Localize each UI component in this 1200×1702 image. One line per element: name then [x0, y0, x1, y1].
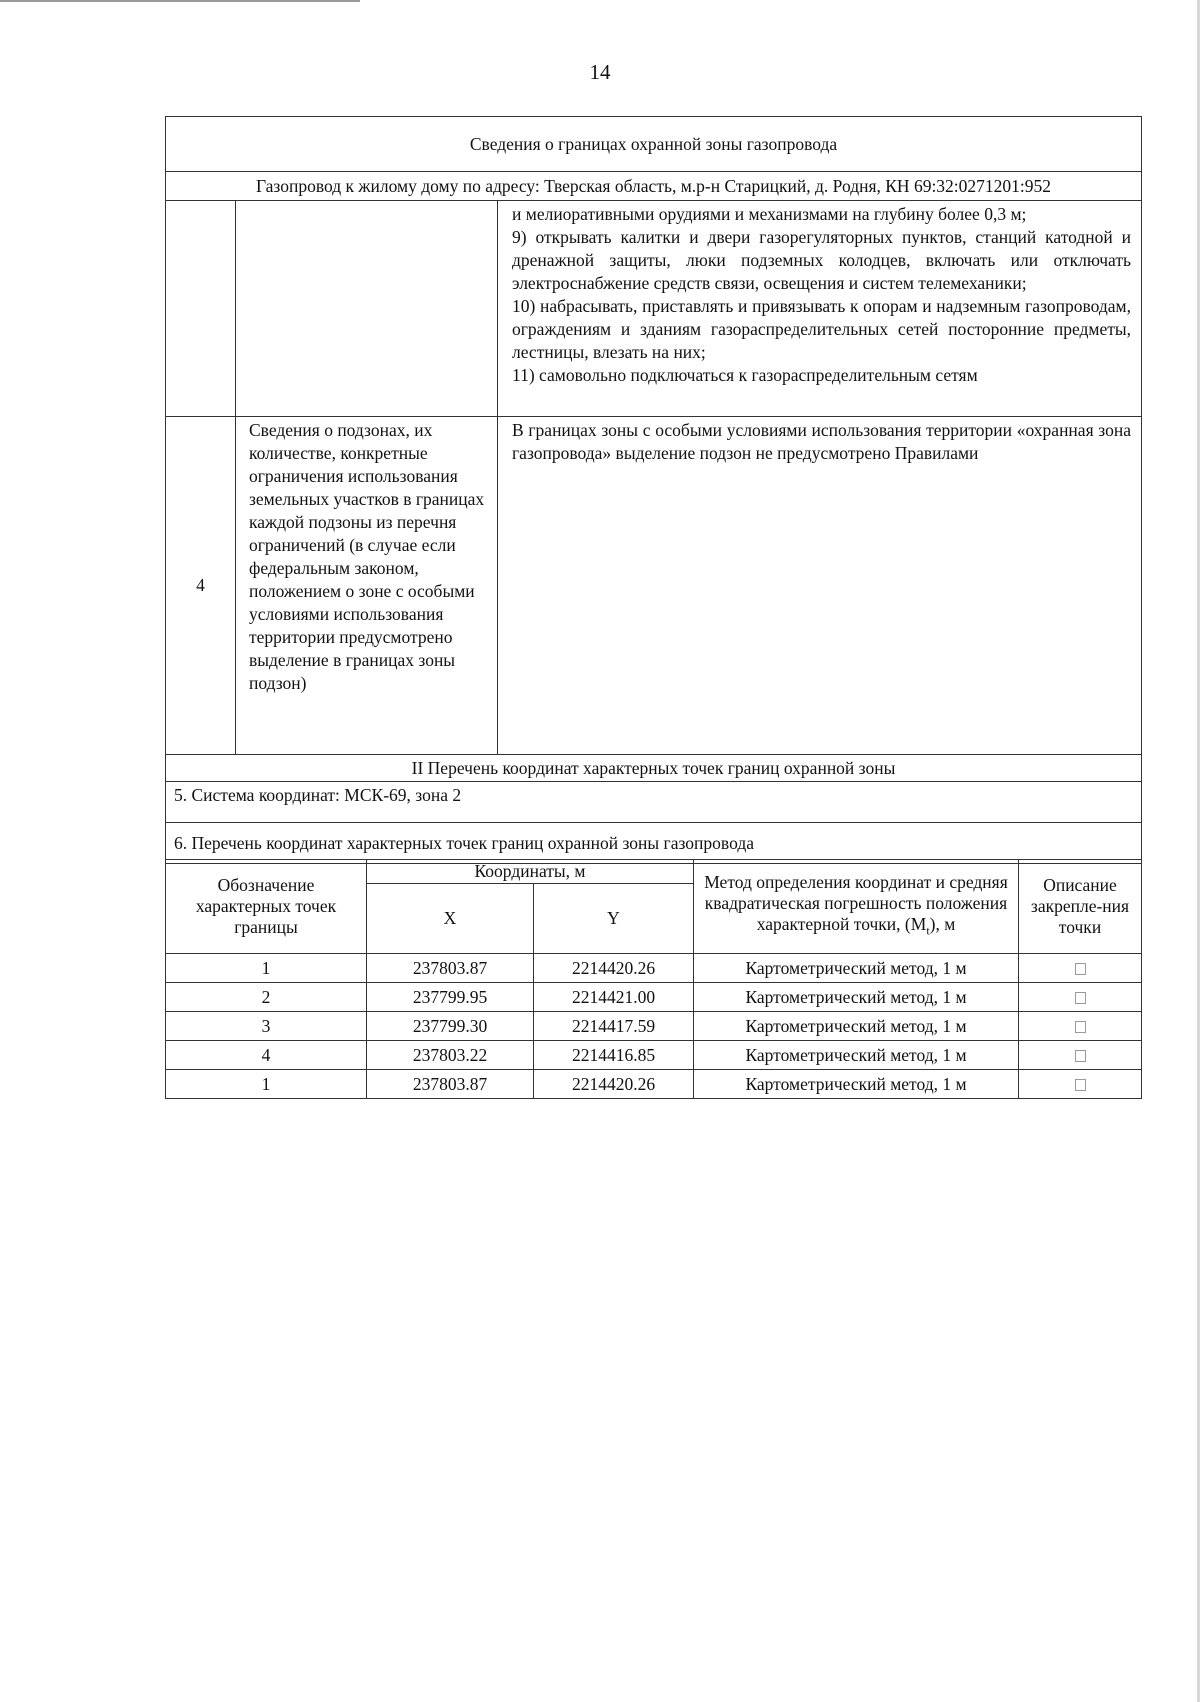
header-method: Метод определения координат и средняя квадратическая погрешность положения характерной точки, $(M_t)$, м: [694, 860, 1019, 954]
empty-box-icon: [1075, 1021, 1086, 1033]
points-list-title: 6. Перечень координат характерных точек границ охранной зоны газопровода: [166, 823, 1142, 864]
header-designation: Обозначение характерных точек границы: [166, 860, 367, 954]
page-number: 14: [589, 60, 611, 84]
object-line: Газопровод к жилому дому по адресу: Тверская область, м.р-н Старицкий, д. Родня, КН 69:32:0271201:952: [166, 172, 1142, 201]
row-number: 4: [166, 417, 236, 755]
description-cell: [1019, 954, 1142, 983]
empty-box-icon: [1075, 992, 1086, 1004]
table-row: [166, 1070, 1142, 1099]
restriction-item: 10) набрасывать, приставлять и привязывать к опорам и надземным газопроводам, ограждениям и зданиям газораспределительных сетей посторонние предметы, лестницы, влезать на них;: [512, 296, 1132, 362]
description-cell: [1019, 1012, 1142, 1041]
table-title: Сведения о границах охранной зоны газопровода: [166, 117, 1142, 172]
scan-edge-top: [0, 0, 360, 2]
table-row: [166, 954, 1142, 983]
header-description: Описание закрепле-ния точки: [1019, 860, 1142, 954]
coord-y: 2214420.26: [534, 954, 694, 983]
description-cell: [1019, 983, 1142, 1012]
coord-y: 2214416.85: [534, 1041, 694, 1070]
point-id: 1: [166, 954, 367, 983]
method: Картометрический метод, 1 м: [694, 954, 1019, 983]
description-cell: [1019, 1041, 1142, 1070]
restriction-item: 11) самовольно подключаться к газораспределительным сетям: [512, 365, 978, 385]
coord-x: 237799.30: [367, 1012, 534, 1041]
restriction-item: и мелиоративными орудиями и механизмами на глубину более 0,3 м;: [512, 204, 1027, 224]
zone-info-table: [165, 116, 1142, 864]
restriction-item: 9) открывать калитки и двери газорегуляторных пунктов, станций катодной и дренажной защиты, люки подземных колодцев, включать или отключать электроснабжение средств связи, освещения и систем телемеханики;: [512, 227, 1132, 293]
coord-x: 237799.95: [367, 983, 534, 1012]
point-id: 3: [166, 1012, 367, 1041]
coord-y: 2214421.00: [534, 983, 694, 1012]
point-id: 1: [166, 1070, 367, 1099]
header-x: X: [367, 884, 534, 954]
description-cell: [1019, 1070, 1142, 1099]
point-id: 2: [166, 983, 367, 1012]
cont-name-cell: [236, 201, 498, 417]
empty-box-icon: [1075, 1079, 1086, 1091]
coord-x: 237803.87: [367, 954, 534, 983]
table-row: [166, 1041, 1142, 1070]
table-row: [166, 1012, 1142, 1041]
restrictions-continuation: [498, 201, 1142, 417]
coord-y: 2214417.59: [534, 1012, 694, 1041]
header-coordinates: Координаты, м: [367, 860, 694, 884]
subzones-label: Сведения о подзонах, их количестве, конкретные ограничения использования земельных участков в границах каждой подзоны из перечня ограничений (в случае если федеральным законом, положением о зоне с особыми условиями использования территории предусмотрено выделение в границах зоны подзон): [236, 417, 498, 755]
method: Картометрический метод, 1 м: [694, 1070, 1019, 1099]
coordinate-system: 5. Система координат: МСК-69, зона 2: [166, 782, 1142, 823]
subzones-text: В границах зоны с особыми условиями использования территории «охранная зона газопровода» выделение подзон не предусмотрено Правилами: [498, 417, 1142, 755]
point-id: 4: [166, 1041, 367, 1070]
empty-box-icon: [1075, 1050, 1086, 1062]
header-y: Y: [534, 884, 694, 954]
coord-x: 237803.22: [367, 1041, 534, 1070]
cont-number-cell: [166, 201, 236, 417]
method: Картометрический метод, 1 м: [694, 1041, 1019, 1070]
method: Картометрический метод, 1 м: [694, 983, 1019, 1012]
section-title: II Перечень координат характерных точек границ охранной зоны: [166, 755, 1142, 782]
coordinates-table: [165, 859, 1142, 1099]
coord-y: 2214420.26: [534, 1070, 694, 1099]
method: Картометрический метод, 1 м: [694, 1012, 1019, 1041]
empty-box-icon: [1075, 963, 1086, 975]
table-row: [166, 983, 1142, 1012]
coord-x: 237803.87: [367, 1070, 534, 1099]
